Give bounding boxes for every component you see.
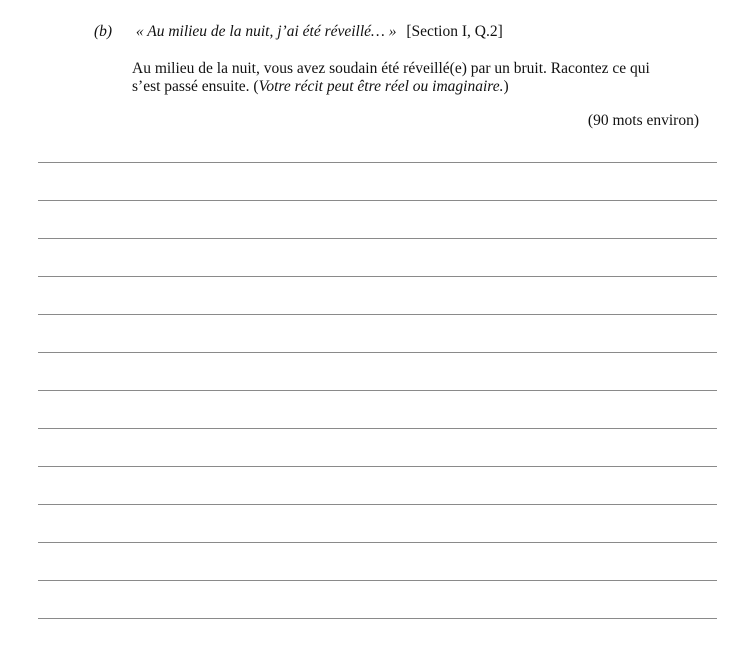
prompt-line-2-start: s’est passé ensuite. (: [132, 78, 259, 95]
answer-line[interactable]: [38, 314, 717, 315]
answer-line[interactable]: [38, 542, 717, 543]
question-title: « Au milieu de la nuit, j’ai été réveillé… »: [135, 23, 397, 40]
answer-line[interactable]: [38, 428, 717, 429]
answer-line[interactable]: [38, 200, 717, 201]
answer-line[interactable]: [38, 504, 717, 505]
answer-line[interactable]: [38, 390, 717, 391]
question-label: (b): [94, 23, 113, 40]
question-prompt: [132, 60, 692, 96]
answer-line[interactable]: [38, 466, 717, 467]
prompt-line-2-end: ): [503, 78, 509, 95]
answer-line[interactable]: [38, 580, 717, 581]
prompt-line-1: Au milieu de la nuit, vous avez soudain été réveillé(e) par un bruit. Racontez ce qui: [132, 60, 650, 77]
prompt-line-2-italic: Votre récit peut être réel ou imaginaire.: [258, 78, 504, 95]
question-header: [94, 22, 503, 42]
word-count-hint: (90 mots environ): [587, 112, 699, 129]
answer-line[interactable]: [38, 276, 717, 277]
answer-line[interactable]: [38, 162, 717, 163]
answer-line[interactable]: [38, 618, 717, 619]
answer-line[interactable]: [38, 352, 717, 353]
question-reference: [Section I, Q.2]: [406, 23, 503, 40]
prompt-line-2: [132, 78, 692, 96]
answer-line[interactable]: [38, 238, 717, 239]
